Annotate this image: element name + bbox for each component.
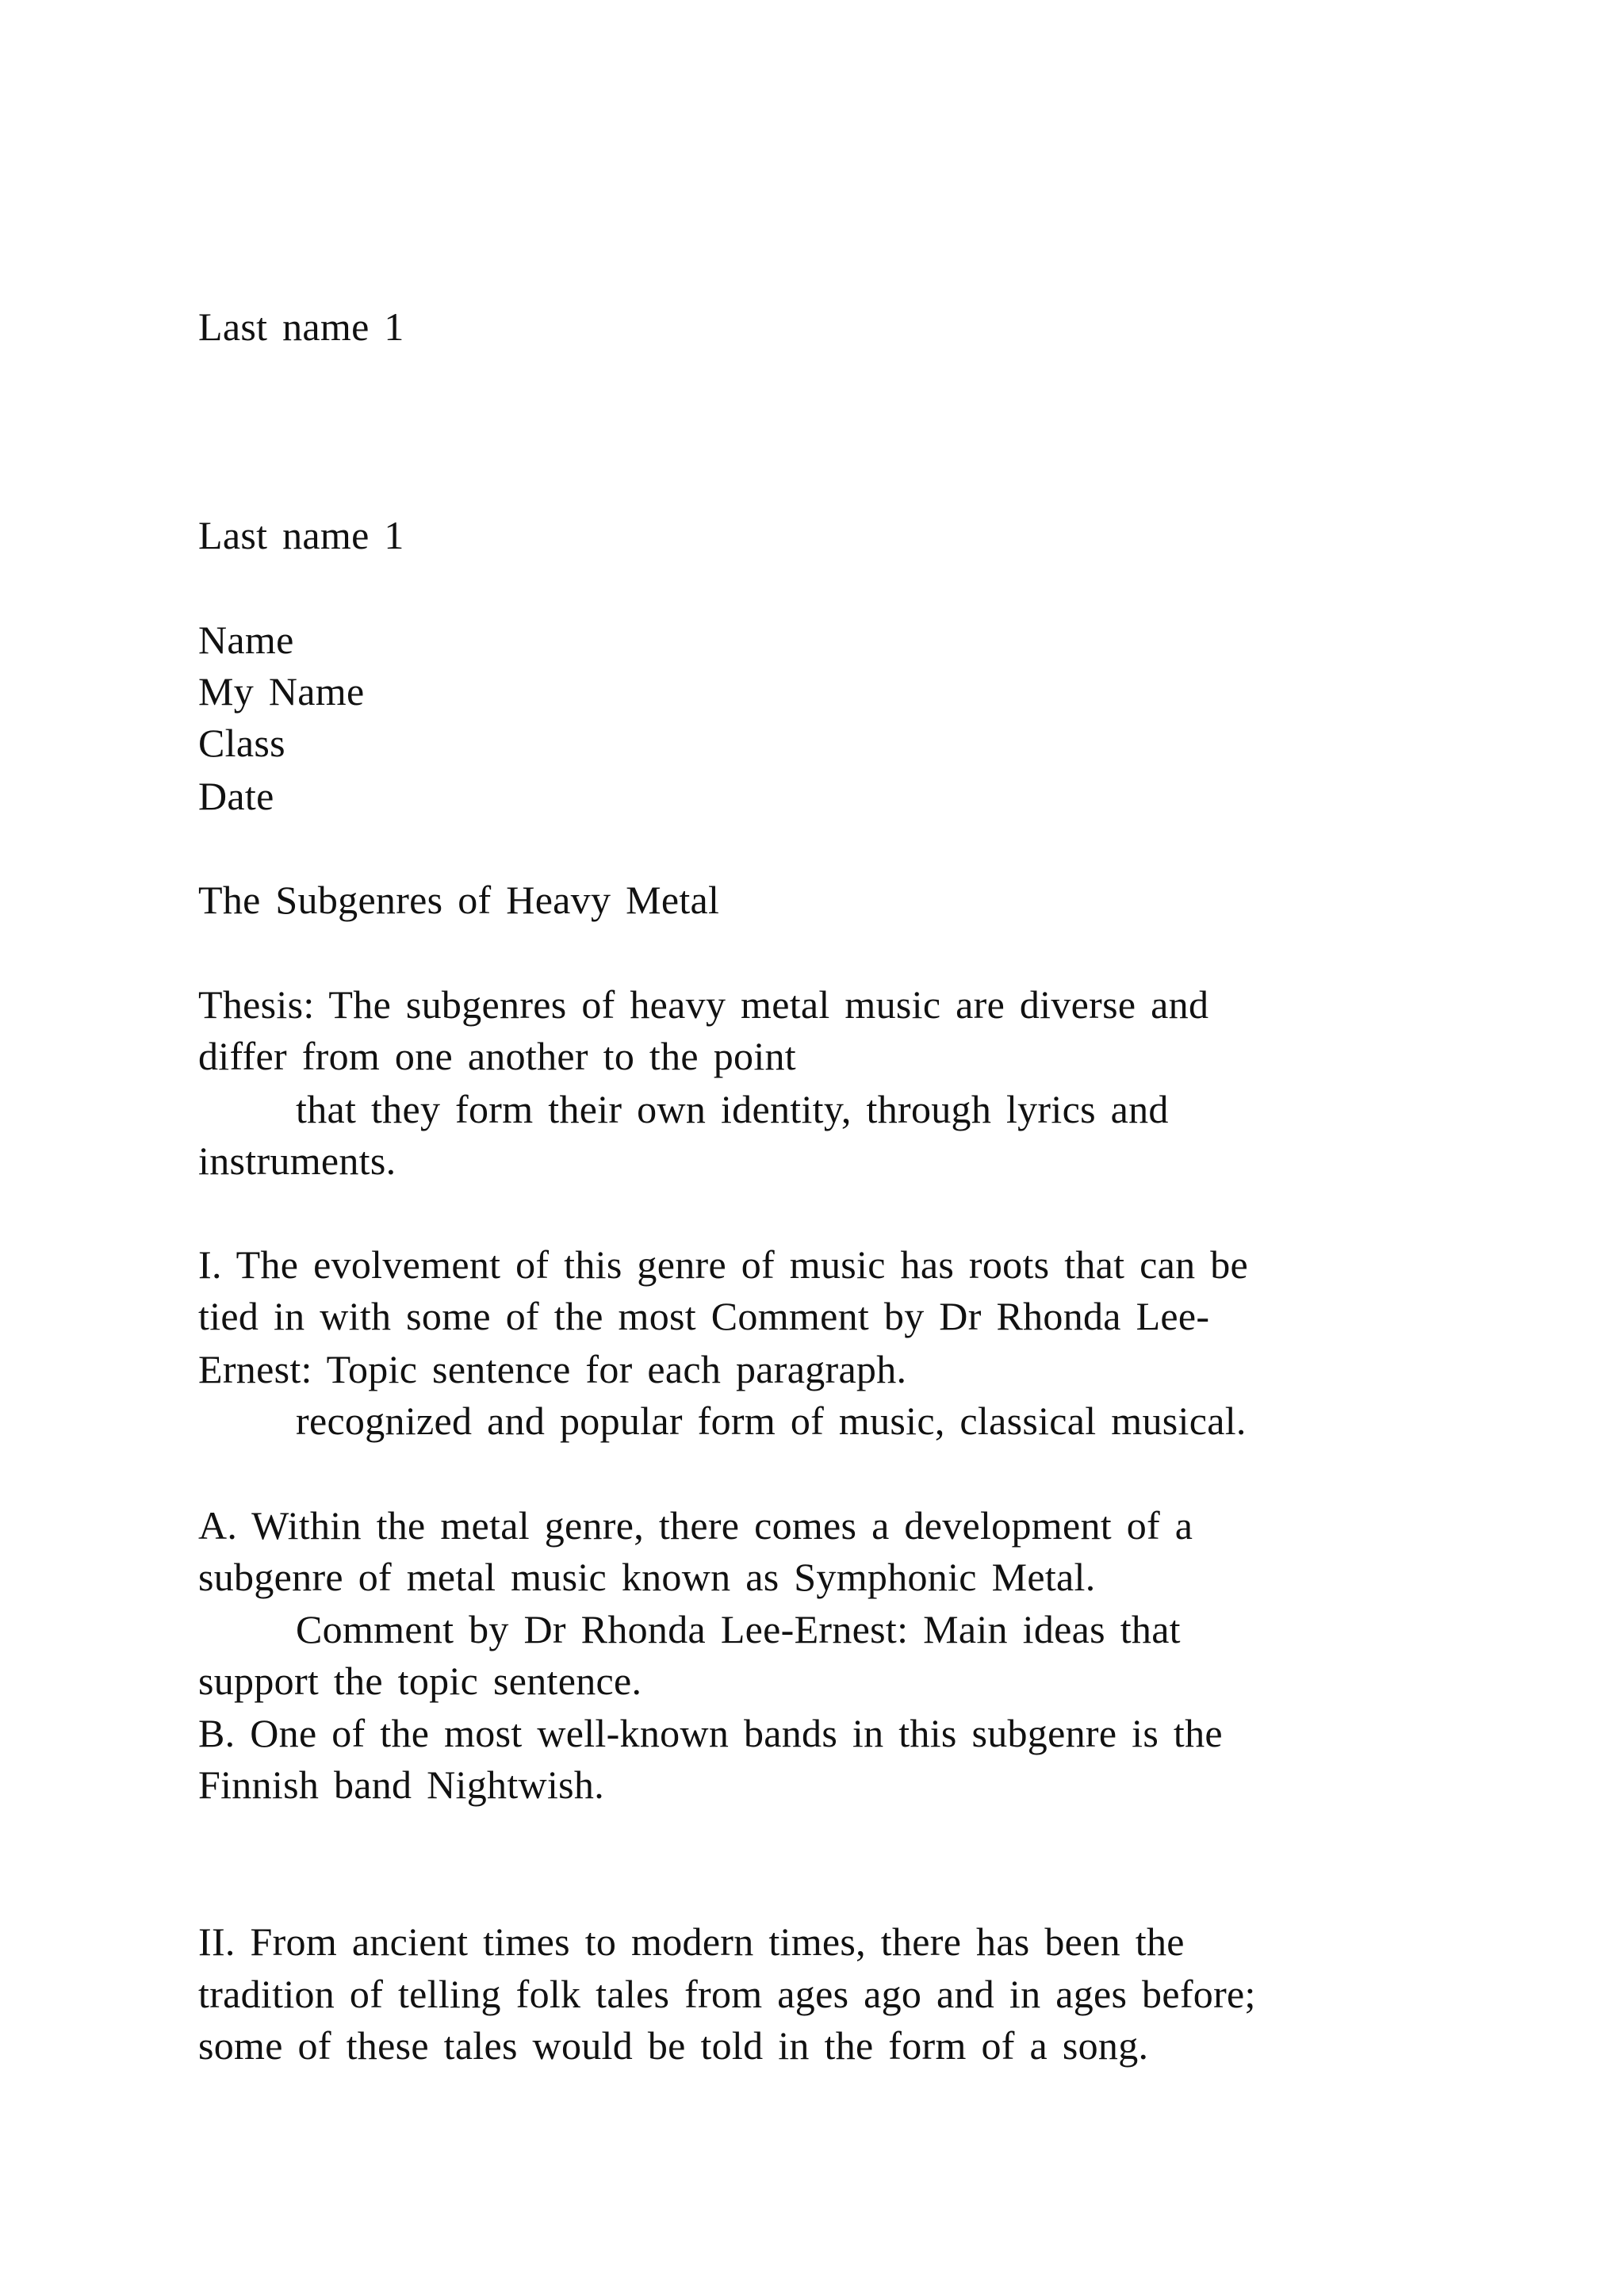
heading-name: Name	[198, 618, 294, 662]
thesis-line-2: differ from one another to the point	[198, 1034, 797, 1078]
document-title: The Subgenres of Heavy Metal	[198, 878, 720, 922]
running-head-2: Last name 1	[198, 513, 404, 557]
section-1-line-3: Ernest: Topic sentence for each paragraph.	[198, 1347, 907, 1391]
point-a-line-1: A. Within the metal genre, there comes a development of a	[198, 1503, 1193, 1548]
point-a-line-3: Comment by Dr Rhonda Lee-Ernest: Main ideas that	[296, 1607, 1181, 1651]
heading-my-name: My Name	[198, 669, 365, 714]
running-head-1: Last name 1	[198, 304, 404, 349]
point-a-line-2: subgenre of metal music known as Symphonic Metal.	[198, 1555, 1096, 1599]
point-b-line-2: Finnish band Nightwish.	[198, 1762, 604, 1807]
section-2-line-2: tradition of telling folk tales from ages ago and in ages before;	[198, 1972, 1256, 2016]
point-a-line-4: support the topic sentence.	[198, 1659, 642, 1703]
section-2-line-1: II. From ancient times to modern times, there has been the	[198, 1919, 1185, 1964]
heading-class: Class	[198, 721, 285, 765]
point-b-line-1: B. One of the most well-known bands in this subgenre is the	[198, 1711, 1223, 1755]
thesis-line-4: instruments.	[198, 1138, 396, 1183]
thesis-line-1: Thesis: The subgenres of heavy metal music are diverse and	[198, 982, 1209, 1027]
heading-date: Date	[198, 774, 274, 818]
section-1-line-1: I. The evolvement of this genre of music has roots that can be	[198, 1242, 1249, 1287]
section-2-line-3: some of these tales would be told in the form of a song.	[198, 2023, 1149, 2068]
section-1-line-2: tied in with some of the most Comment by Dr Rhonda Lee-	[198, 1294, 1210, 1338]
section-1-line-4: recognized and popular form of music, classical musical.	[296, 1399, 1247, 1443]
thesis-line-3: that they form their own identity, through lyrics and	[296, 1087, 1169, 1131]
